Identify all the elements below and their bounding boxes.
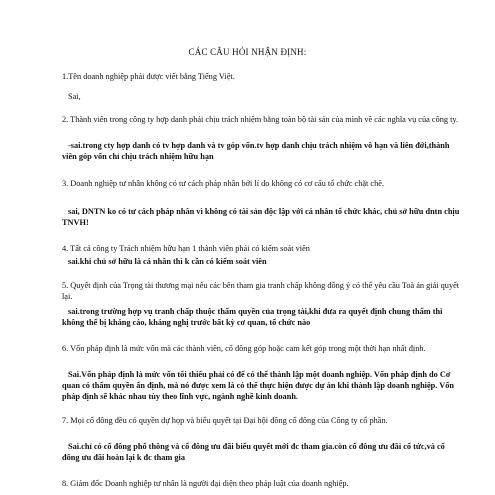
question-2: 2. Thành viên trong công ty hợp danh phải chịu trách nhiệm bằng toàn bộ tài sản của mình về các nghĩa vụ của công ty. <box>62 115 459 124</box>
question-4: 4. Tất cả công ty Trách nhiệm hữu hạn 1 thành viên phải có kiểm soát viên <box>62 244 310 253</box>
question-7: 7. Mọi cổ đông đều có quyền dự họp và biểu quyết tại Đại hội đồng cổ đông của Công ty cổ phần. <box>62 416 388 425</box>
answer-7: Sai.chỉ có cổ đông phổ thông và cổ đông ưu đãi biểu quyết mới đc tham gia.còn cổ đông ưu đãi cổ tức,và cổ đông ưu đãi hoàn lại k đc tham gia <box>62 442 445 462</box>
answer-2: -sai.trong cty hợp danh có tv hợp danh và tv góp vốn.tv hợp danh chịu trách nhiệm vô hạn và liên đới,thành viên góp vốn chỉ chịu trách nhiệm hữu hạn <box>62 141 450 161</box>
question-6: 6. Vốn pháp định là mức vốn mà các thành viên, cổ đông góp hoặc cam kết góp trong một thời hạn nhất định. <box>62 344 426 353</box>
question-8: 8. Giám đốc Doanh nghiệp tư nhân là người đại diện theo pháp luật của doanh nghiệp. <box>62 479 349 488</box>
answer-1: Sai, <box>68 92 81 101</box>
answer-5: sai.trong trường hợp vụ tranh chấp thuộc thẩm quyền của trọng tài,khi đưa ra quyết định chung thẩm thì không thể bị kháng cáo, kháng nghị trước bất kỳ cơ quan, tổ chức nào <box>62 307 443 327</box>
document-title: CÁC CÂU HỎI NHẬN ĐỊNH: <box>188 47 307 57</box>
question-1: 1.Tên doanh nghiệp phải được viết bằng Tiếng Việt. <box>62 72 235 81</box>
answer-3: sai, DNTN ko có tư cách pháp nhân vì không có tài sản độc lập với cá nhân tổ chức khác, chủ sở hữu dntn chịu TNVH! <box>62 207 460 227</box>
question-3: 3. Doanh nghiệp tư nhân không có tư cách pháp nhân bởi lí do không có cơ cấu tổ chức chặt chẽ. <box>62 179 385 188</box>
answer-4: sai.khi chủ sở hữu là cá nhân thì k cần có kiểm soát viên <box>68 257 267 266</box>
question-5: 5. Quyết định của Trọng tài thương mại nếu các bên tham gia tranh chấp không đồng ý có thể yêu cầu Toà án giải quyết lại. <box>62 281 460 301</box>
answer-6: Sai.Vốn pháp định là mức vốn tối thiểu phải có để có thể thành lập một doanh nghiệp. Vốn pháp định do Cơ quan có thẩm quyền ấn định, mà nó được xem là có thể thực hiện được dự án khi thành lập doanh nghiệp. Vốn pháp định sẽ khác nhau tùy theo lĩnh vực, ngành nghề kinh doanh. <box>62 370 455 401</box>
